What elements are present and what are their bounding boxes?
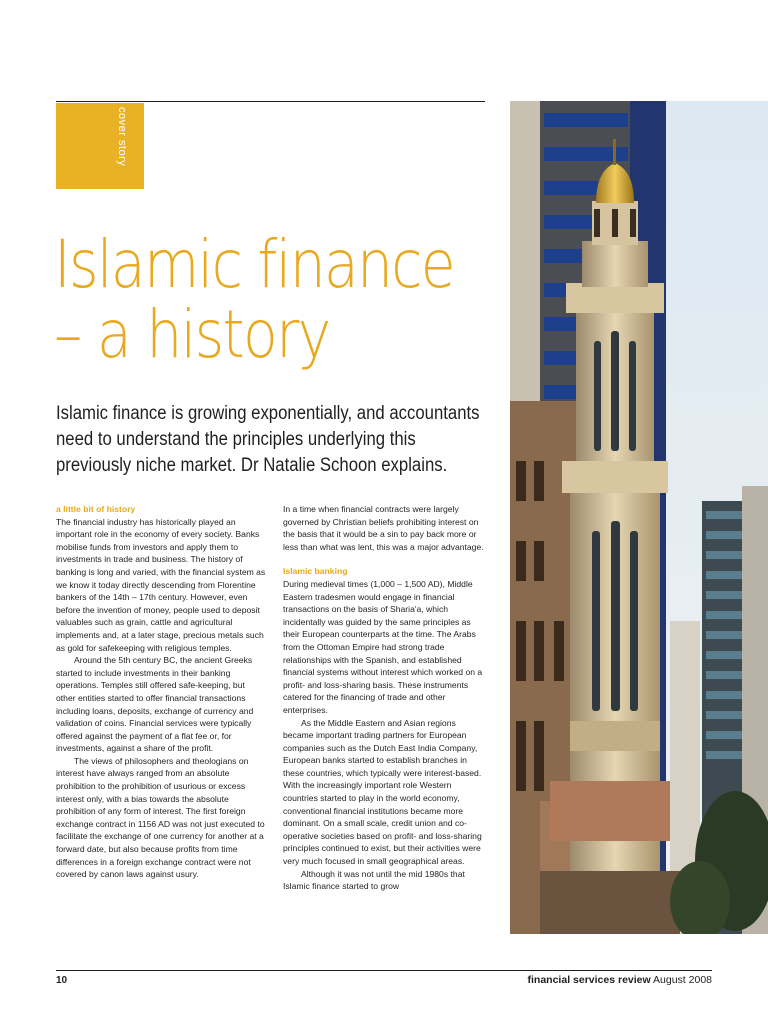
section-heading-history: a little bit of history [56, 504, 136, 514]
publication-footer [528, 974, 712, 986]
left-column [56, 503, 266, 881]
paragraph: Around the 5th century BC, the ancient Greeks started to include investments in their banking operations. Temples still offered safe-keeping, but other entities started to offer financial transactions including loans, deposits, exchange of currency and validation of coins. Financial services were typically offered against the payment of a flat fee or, for investments, against a share of the profit. [56, 655, 254, 754]
article-title [54, 226, 454, 373]
title-line-1: Islamic finance [54, 226, 454, 303]
section-tab-label: cover story [116, 107, 128, 167]
top-rule [56, 101, 485, 102]
paragraph: As the Middle Eastern and Asian regions became important trading partners for European companies such as the Dutch East India Company, European banks started to establish branches in these countries, which typically were interest-based. With the increasingly important role Western countries started to play in the world economy, conventional financial institutions became more dominant. On a small scale, credit union and co-operative societies based on profit- and loss-sharing principles continued to exist, but their activities were very much focused in small geographical areas. [283, 717, 482, 867]
paragraph: Although it was not until the mid 1980s that Islamic finance started to grow [283, 868, 465, 892]
section-tab [56, 103, 144, 189]
paragraph: The views of philosophers and theologians on interest have always ranged from an absolute prohibition to the prohibition of usurious or excess interest only, with a bias towards the absolute prohibition of any form of interest. The first foreign exchange contract in 1156 AD was not just executed to facilitate the exchange of one currency for another at a forward date, but also because profits from time differences in a foreign exchange contract were not covered by canon laws against usury. [56, 755, 265, 880]
title-line-2: – a history [54, 296, 330, 373]
publication-name: financial services review [527, 974, 651, 986]
paragraph: During medieval times (1,000 – 1,500 AD), Middle Eastern tradesmen would engage in financial transactions on the basis of Sharia'a, which incidentally was guided by the same principles as their European counterparts at the time. The Arabs from the Ottoman Empire had strong trade relationships with the Spanish, and established financial systems without interest which worked on a profit- and loss-sharing basis. These instruments catered for the financing of trade and other enterprises. [283, 578, 483, 715]
publication-date: August 2008 [653, 974, 712, 986]
standfirst: Islamic finance is growing exponentially, and accountants need to understand the principles underlying this previously niche market. Dr Natalie Schoon explains. [56, 403, 480, 476]
minaret-photo [510, 101, 768, 934]
paragraph: In a time when financial contracts were largely governed by Christian beliefs prohibiting interest on the basis that it would be a sin to pay back more or less than what was lent, this was a major advantage. [283, 504, 484, 552]
paragraph: The financial industry has historically played an important role in the economy of every society. Banks mobilise funds from investors and apply them to investments in trade and business. The history of banking is long and varied, with the financial system as we know it today directly descending from Florentine bankers of the 14th – 17th century. However, even before the invention of money, people used to deposit valuables such as grain, cattle and agricultural implements and, at a later stage, precious metals such as gold for safekeeping with religious temples. [56, 516, 266, 653]
section-heading-islamic-banking: Islamic banking [283, 566, 348, 577]
bottom-rule [56, 970, 712, 971]
middle-column [283, 503, 487, 893]
page-number: 10 [56, 975, 68, 986]
